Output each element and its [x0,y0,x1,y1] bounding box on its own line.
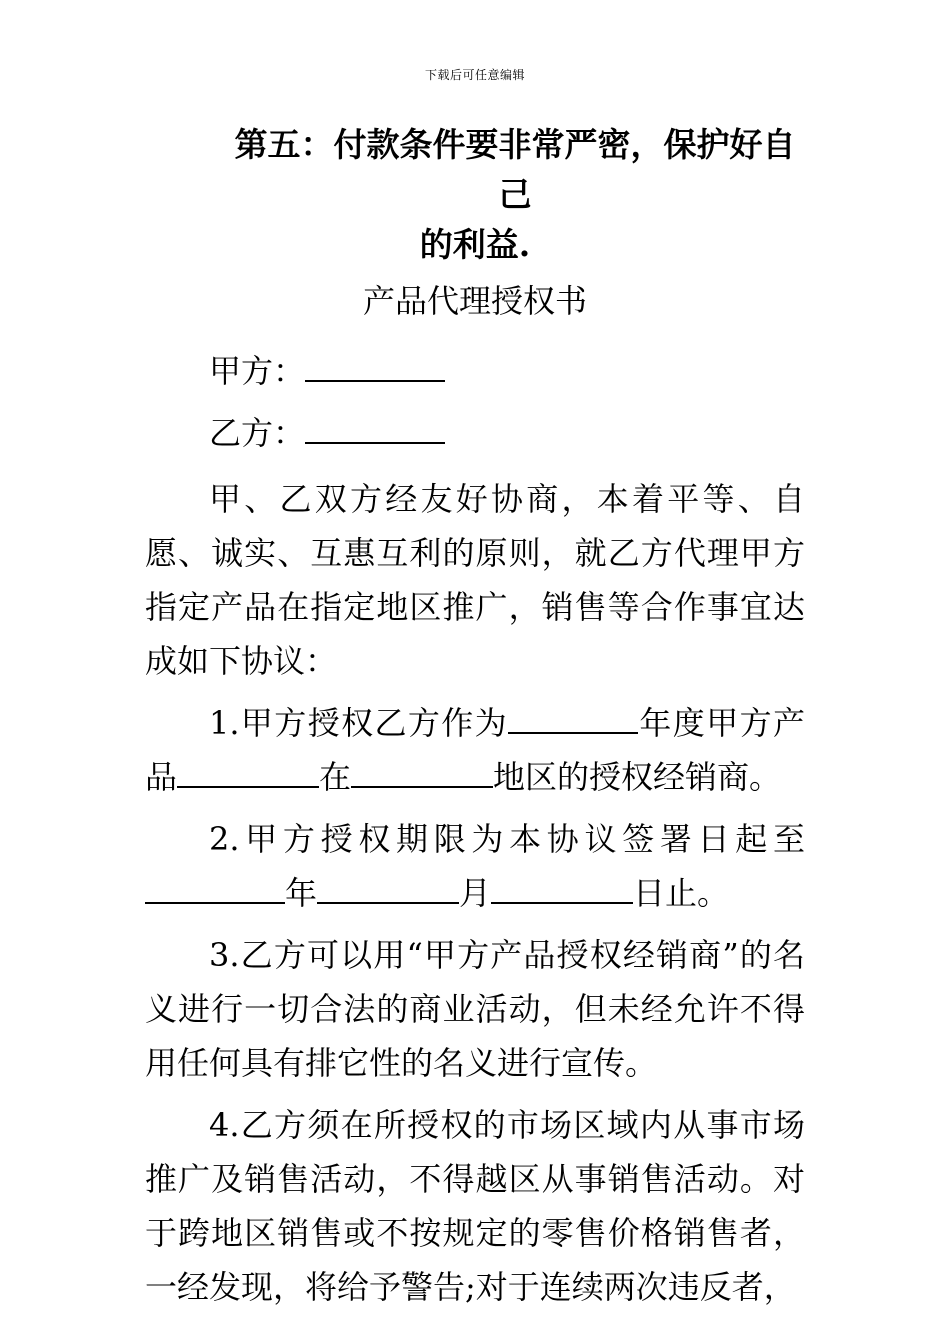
party-a-blank [305,350,445,382]
section-heading-line2: 的利益. [419,225,531,264]
section-heading-line1: 第五：付款条件要非常严密，保护好自己 [234,125,796,214]
party-b-label: 乙方： [209,414,306,452]
clause-2-part3: 月 [459,874,492,912]
clause-2 [145,812,805,920]
party-a-line [145,340,805,402]
clause-2-part2: 年 [285,874,318,912]
spacer [145,464,805,472]
clause-1-product-blank [177,756,319,788]
clause-1-year-blank [508,702,638,734]
clause-2-year-blank [145,872,285,904]
header-note: 下载后可任意编辑 [424,68,525,82]
document-body [145,120,805,1322]
clause-1-part1: 1.甲方授权乙方作为 [209,704,509,742]
clause-4: 4.乙方须在所授权的市场区域内从事市场推广及销售活动，不得越区从事销售活动。对于跨地区销售或不按规定的零售价格销售者，一经发现，将给予警告;对于连续两次违反者， [145,1106,805,1306]
clause-1-part4: 地区的授权经销商。 [493,758,782,796]
clause-3: 3.乙方可以用“甲方产品授权经销商”的名义进行一切合法的商业活动，但未经允许不得用任何具有排它性的名义进行宣传。 [145,936,805,1082]
clause-2-part4: 日止。 [633,874,730,912]
clause-1-region-blank [351,756,493,788]
clause-2-month-blank [317,872,459,904]
document-title: 产品代理授权书 [362,282,587,320]
clause-2-part1: 2.甲方授权期限为本协议签署日起至 [209,820,805,858]
party-b-blank [305,412,445,444]
clause-2-day-blank [491,872,633,904]
party-b-line [145,402,805,464]
clause-1-part3: 在 [319,758,352,796]
clause-1-part2: 年度甲方产品 [145,704,805,796]
intro-paragraph: 甲、乙双方经友好协商，本着平等、自愿、诚实、互惠互利的原则，就乙方代理甲方指定产品在指定地区推广，销售等合作事宜达成如下协议： [145,480,805,680]
clause-1 [145,696,805,804]
party-a-label: 甲方： [209,352,306,390]
